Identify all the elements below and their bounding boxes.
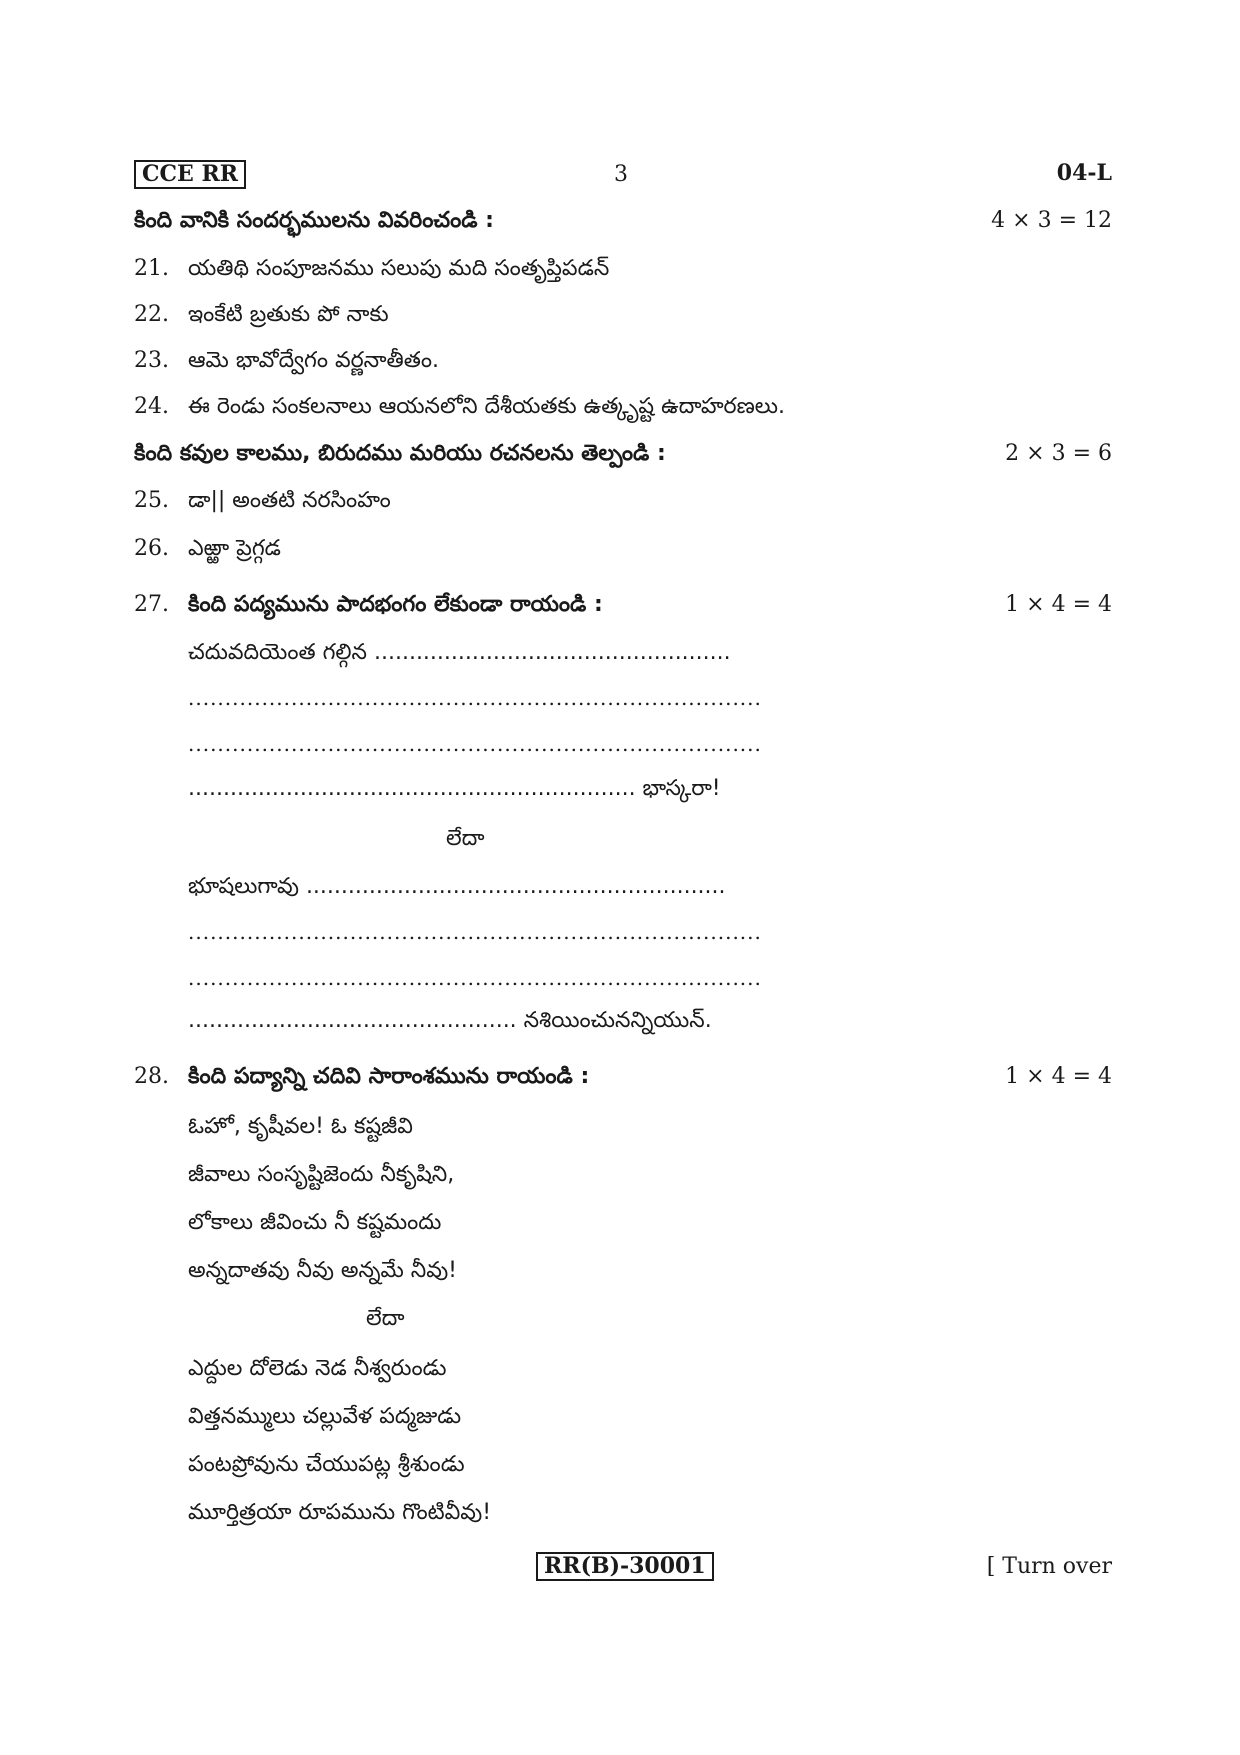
- poem-line: విత్తనమ్ములు చల్లువేళ పద్మజుడు: [188, 1404, 462, 1429]
- dotted-line: ..............................................................................: [188, 686, 762, 710]
- paper-code: 04-L: [1056, 160, 1112, 186]
- dotted-line: ..............................................................................: [188, 920, 762, 944]
- dotted-line: ..............................................................................: [188, 732, 762, 756]
- poem-line: ................................................................ భాస్కరా!: [188, 776, 721, 801]
- dotted-line: ..............................................................................: [188, 966, 762, 990]
- q27-instruction: కింది పద్యమును పాదభంగం లేకుండా రాయండి :: [188, 592, 603, 617]
- section-b-instruction: కింది కవుల కాలము, బిరుదము మరియు రచనలను తెల్పండి :: [134, 441, 666, 466]
- question-number: 23.: [134, 348, 169, 373]
- page-number: 3: [614, 162, 628, 187]
- poem-line: పంటప్రోవును చేయుపట్ల శ్రీశుండు: [188, 1452, 465, 1477]
- question-text: యతిథి సంపూజనము సలుపు మది సంతృప్తిపడన్: [188, 256, 610, 281]
- q28-instruction: కింది పద్యాన్ని చదివి సారాంశమును రాయండి :: [188, 1064, 590, 1089]
- poem-line: జీవాలు సంసృష్టిజెందు నీకృషిని,: [188, 1162, 455, 1187]
- question-number: 27.: [134, 592, 169, 617]
- header-code-box: CCE RR: [134, 160, 246, 189]
- question-number: 21.: [134, 256, 169, 281]
- or-label: లేదా: [446, 826, 485, 851]
- or-label: లేదా: [366, 1306, 405, 1331]
- poem-line: లోకాలు జీవించు నీ కష్టమందు: [188, 1210, 442, 1235]
- poem-line: చదువదియెంత గల్గిన ...................................................: [188, 640, 731, 665]
- q28-marks: 1 × 4 = 4: [1005, 1064, 1112, 1089]
- poem-line: ............................................... నశియించునన్నియున్.: [188, 1008, 712, 1033]
- section-a-instruction: కింది వానికి సందర్భములను వివరించండి :: [134, 208, 494, 233]
- question-text: ఇంకేటి బ్రతుకు పో నాకు: [188, 302, 389, 327]
- question-number: 26.: [134, 536, 169, 561]
- poem-line: మూర్తిత్రయా రూపమును గొంటివీవు!: [188, 1500, 492, 1525]
- question-number: 28.: [134, 1064, 169, 1089]
- poem-line: భూషలుగావు ............................................................: [188, 874, 726, 899]
- question-number: 25.: [134, 488, 169, 513]
- section-a-marks: 4 × 3 = 12: [991, 208, 1112, 233]
- question-text: డా|| అంతటి నరసింహం: [188, 488, 391, 513]
- question-text: ఆమె భావోద్వేగం వర్ణనాతీతం.: [188, 348, 440, 373]
- poem-line: ఎద్దుల దోలెడు నెడ నీశ్వరుండు: [188, 1356, 447, 1381]
- poem-line: అన్నదాతవు నీవు అన్నమే నీవు!: [188, 1258, 457, 1283]
- section-b-marks: 2 × 3 = 6: [1005, 441, 1112, 466]
- q27-marks: 1 × 4 = 4: [1005, 592, 1112, 617]
- turn-over-label: [ Turn over: [986, 1554, 1112, 1579]
- question-number: 24.: [134, 394, 169, 419]
- footer-code-box: RR(B)-30001: [536, 1552, 714, 1581]
- question-text: ఎఱ్ఱా ప్రెగ్గడ: [188, 536, 281, 561]
- poem-line: ఓహో, కృషీవల! ఓ కష్టజీవి: [188, 1114, 413, 1139]
- question-text: ఈ రెండు సంకలనాలు ఆయనలోని దేశీయతకు ఉత్కృష్ట ఉదాహరణలు.: [188, 394, 785, 419]
- question-number: 22.: [134, 302, 169, 327]
